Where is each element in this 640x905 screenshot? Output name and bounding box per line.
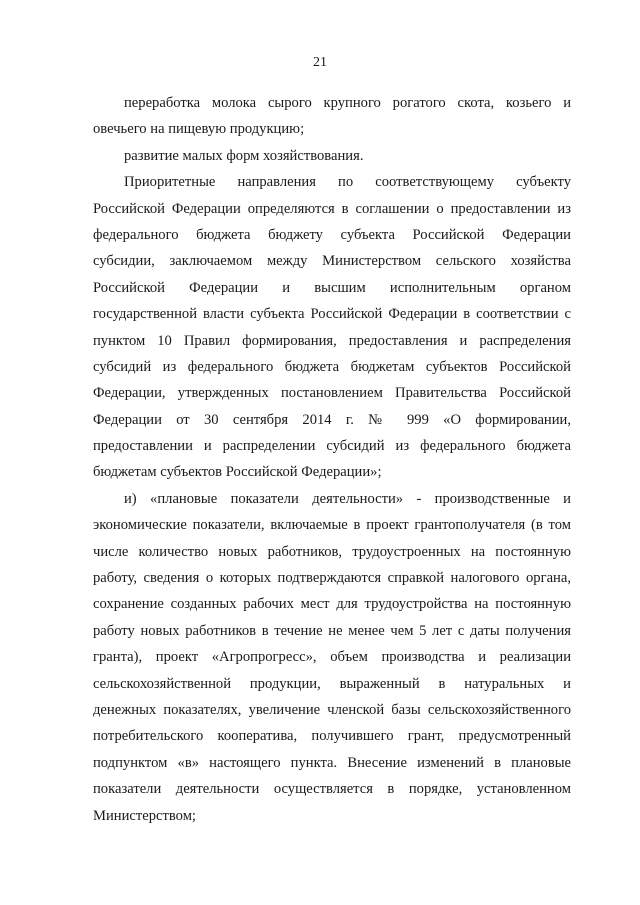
text-line: развитие малых форм хозяйствования. xyxy=(124,147,364,164)
text-line: Приоритетные направления по соответствующему субъекту xyxy=(124,174,571,191)
text-line: пунктом 10 Правил формирования, предоставления и распределения xyxy=(93,332,571,349)
text-line: бюджетам субъектов Российской Федерации»; xyxy=(93,464,382,481)
text-line: Федерации от 30 сентября 2014 г. № 999 «О формировании, xyxy=(93,411,571,428)
text-line: предоставлении и распределении субсидий из федерального бюджета xyxy=(93,438,571,455)
text-line: потребительского кооператива, получившего грант, предусмотренный xyxy=(93,728,571,745)
text-line: работу, сведения о которых подтверждаются справкой налогового органа, xyxy=(93,570,571,587)
page-number: 21 xyxy=(313,55,327,70)
text-line: сельскохозяйственной продукции, выраженный в натуральных и xyxy=(93,675,571,692)
text-line: денежных показателях, увеличение членской базы сельскохозяйственного xyxy=(93,701,571,718)
text-line: субсидий из федерального бюджета бюджетам субъектов Российской xyxy=(93,358,571,375)
text-line: государственной власти субъекта Российской Федерации в соответствии с xyxy=(93,306,571,323)
text-line: Российской Федерации и высшим исполнительным органом xyxy=(93,279,571,296)
text-line: переработка молока сырого крупного рогатого скота, козьего и xyxy=(124,95,571,111)
text-line: показатели деятельности осуществляется в порядке, установленном xyxy=(93,781,571,798)
text-line: федерального бюджета бюджету субъекта Российской Федерации xyxy=(93,226,571,243)
document-body xyxy=(93,90,571,829)
text-line: экономические показатели, включаемые в проект грантополучателя (в том xyxy=(93,517,571,534)
text-line: Российской Федерации определяются в соглашении о предоставлении из xyxy=(93,200,571,217)
text-line: числе количество новых работников, трудоустроенных на постоянную xyxy=(93,543,571,560)
text-line: подпунктом «в» настоящего пункта. Внесение изменений в плановые xyxy=(93,754,571,771)
text-line: овечьего на пищевую продукцию; xyxy=(93,121,305,138)
text-line: работу новых работников в течение не менее чем 5 лет с даты получения xyxy=(93,622,571,639)
text-line: Федерации, утвержденных постановлением Правительства Российской xyxy=(93,385,571,402)
text-line: сохранение созданных рабочих мест для трудоустройства на постоянную xyxy=(93,596,571,613)
text-line: Министерством; xyxy=(93,807,196,824)
text-line: и) «плановые показатели деятельности» - производственные и xyxy=(124,490,571,507)
text-line: гранта), проект «Агропрогресс», объем производства и реализации xyxy=(93,649,571,666)
text-line: субсидии, заключаемом между Министерством сельского хозяйства xyxy=(93,253,571,270)
